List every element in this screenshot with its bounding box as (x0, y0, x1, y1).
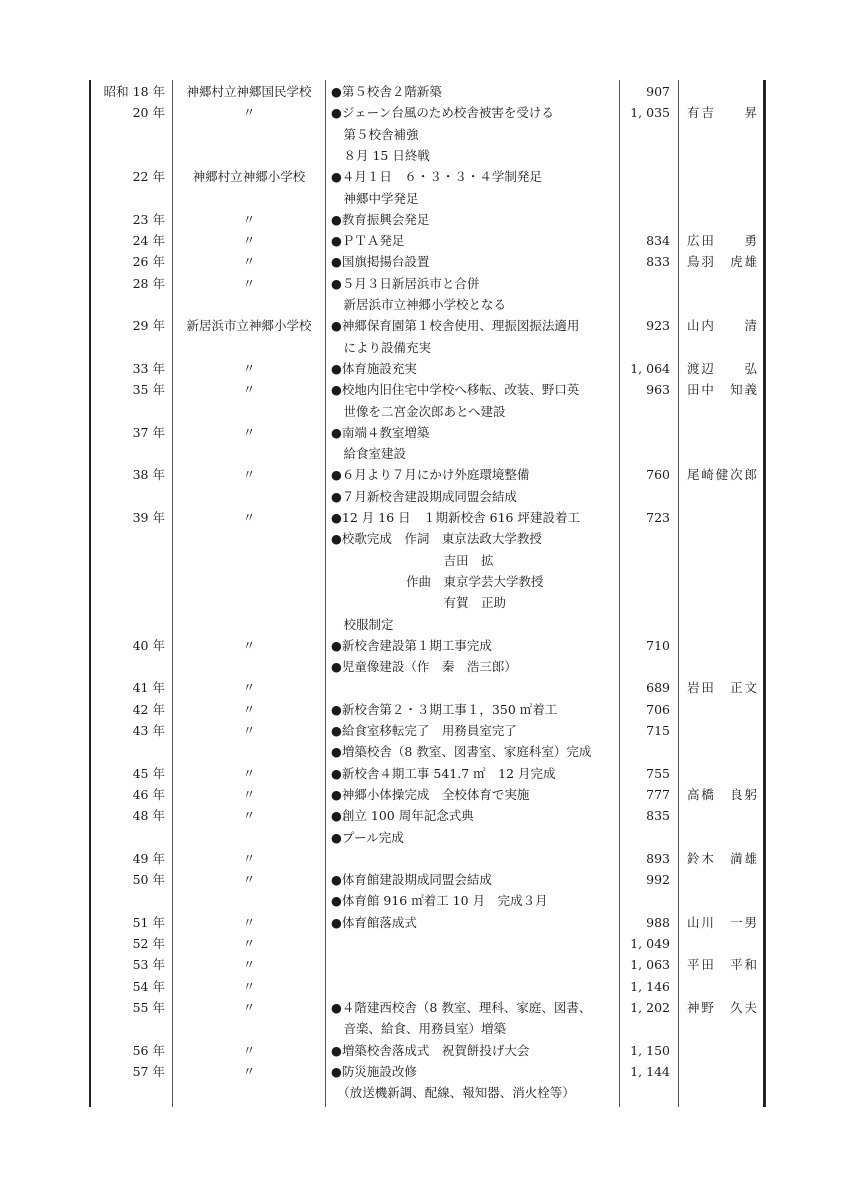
table-row (89, 230, 766, 251)
year-cell: 50 年 (132, 872, 165, 888)
table-row (89, 102, 766, 123)
school-cell: 神郷村立神郷小学校 (192, 169, 306, 185)
table-row (89, 528, 766, 549)
table-row (89, 592, 766, 613)
event-cell: ●体育館 916 ㎡着工 10 月 完成３月 (331, 893, 548, 909)
enrollment-cell: 715 (646, 723, 670, 738)
event-cell: ●４月１日 ６・３・３・４学制発足 (331, 169, 542, 185)
event-cell: 吉田 拡 (331, 552, 494, 568)
event-cell: ●国旗掲揚台設置 (331, 254, 430, 270)
year-cell: 45 年 (132, 765, 165, 781)
table-row (89, 209, 766, 230)
event-cell: ●神郷保育園第１校舎使用、理振図振法適用 (331, 318, 580, 334)
event-cell: ●７月新校舎建設期成同盟会結成 (331, 488, 517, 504)
principal-cell: 鳥羽 虎雄 (687, 254, 757, 270)
enrollment-cell: 835 (646, 808, 670, 824)
table-row (89, 188, 766, 209)
event-cell: ●ジェーン台風のため校舎被害を受ける (331, 105, 554, 121)
event-cell: ●第５校舎２階新築 (331, 84, 442, 99)
enrollment-cell: 988 (646, 914, 670, 930)
table-row (89, 614, 766, 635)
event-cell: により設備充実 (331, 339, 432, 355)
year-cell: 48 年 (132, 808, 165, 824)
school-cell: 〃 (242, 914, 256, 930)
table-row (89, 1061, 766, 1082)
enrollment-cell: 1, 063 (630, 957, 670, 973)
event-cell: 有賀 正助 (331, 595, 507, 611)
table-row (89, 997, 766, 1018)
school-cell: 〃 (242, 701, 256, 717)
enrollment-cell: 1, 144 (630, 1063, 670, 1079)
year-cell: 43 年 (132, 723, 165, 738)
principal-cell: 鈴木 満雄 (687, 850, 757, 866)
principal-cell: 岩田 正文 (687, 680, 757, 696)
table-row (89, 827, 766, 848)
year-cell: 33 年 (132, 360, 165, 376)
event-cell: ●増築校舎（8 教室、図書室、家庭科室）完成 (331, 744, 592, 760)
school-cell: 〃 (242, 233, 256, 249)
event-cell: 新居浜市立神郷小学校となる (331, 297, 507, 312)
enrollment-cell: 1, 146 (630, 978, 670, 994)
event-cell: ●南端４教室増築 (331, 424, 430, 440)
table-row (89, 1082, 766, 1103)
school-cell: 〃 (242, 786, 256, 802)
enrollment-cell: 755 (646, 765, 670, 781)
year-cell: 57 年 (132, 1063, 165, 1079)
event-cell: ●創立 100 周年記念式典 (331, 808, 474, 824)
school-cell: 〃 (242, 510, 256, 525)
table-row (89, 699, 766, 720)
enrollment-cell: 710 (646, 637, 670, 653)
table-row (89, 890, 766, 911)
enrollment-cell: 992 (646, 872, 670, 888)
principal-cell: 山川 一男 (687, 914, 757, 930)
school-cell: 〃 (242, 105, 256, 121)
table-row (89, 954, 766, 975)
table-row (89, 741, 766, 762)
event-cell: ●新校舎建設第１期工事完成 (331, 637, 492, 653)
event-cell: ●教育振興会発足 (331, 211, 430, 227)
principal-cell: 平田 平和 (687, 957, 757, 973)
event-cell: ●プール完成 (331, 829, 404, 845)
event-cell: ●体育館落成式 (331, 914, 417, 930)
table-row (89, 81, 766, 102)
enrollment-cell: 760 (646, 467, 670, 483)
year-cell: 39 年 (132, 510, 165, 525)
year-cell: 51 年 (132, 914, 165, 930)
year-cell: 42 年 (132, 701, 165, 717)
table-row (89, 401, 766, 422)
school-cell: 〃 (242, 467, 256, 483)
table-row (89, 869, 766, 890)
table-row (89, 358, 766, 379)
event-cell: ●４階建西校舎（8 教室、理科、家庭、図書、 (331, 999, 592, 1015)
table-row (89, 124, 766, 145)
year-cell: 26 年 (132, 254, 165, 270)
table-row (89, 763, 766, 784)
table-row (89, 720, 766, 741)
event-cell: 第５校舎補強 (331, 126, 419, 142)
school-cell: 〃 (242, 1063, 256, 1079)
table-row (89, 443, 766, 464)
event-cell: 給食室建設 (331, 446, 407, 462)
school-history-table (89, 80, 766, 1107)
enrollment-cell: 907 (646, 84, 670, 99)
year-cell: 23 年 (132, 211, 165, 227)
event-cell: ●ＰＴＡ発足 (331, 233, 405, 249)
table-row (89, 1018, 766, 1039)
school-cell: 〃 (242, 680, 256, 696)
table-row (89, 805, 766, 826)
event-cell: ●防災施設改修 (331, 1063, 417, 1079)
table-row (89, 315, 766, 336)
event-cell: ●給食室移転完了 用務員室完了 (331, 723, 517, 738)
school-cell: 〃 (242, 999, 256, 1015)
enrollment-cell: 923 (646, 318, 670, 334)
event-cell: （放送機新調、配線、報知器、消火栓等） (331, 1085, 575, 1101)
school-cell: 〃 (242, 723, 256, 738)
event-cell: ●神郷小体操完成 全校体育で実施 (331, 786, 530, 802)
year-cell: 49 年 (132, 850, 165, 866)
enrollment-cell: 833 (646, 254, 670, 270)
principal-cell: 高橋 良躬 (687, 786, 757, 802)
table-row (89, 379, 766, 400)
principal-cell: 田中 知義 (687, 382, 757, 398)
table-row (89, 464, 766, 485)
school-cell: 〃 (242, 382, 256, 398)
principal-cell: 渡辺 弘 (687, 360, 757, 376)
table-row (89, 145, 766, 166)
table-row (89, 251, 766, 272)
event-cell: ８月 15 日終戦 (331, 147, 430, 163)
enrollment-cell: 706 (646, 701, 670, 717)
school-cell: 〃 (242, 936, 256, 951)
table-row (89, 784, 766, 805)
table-row (89, 912, 766, 933)
table-row (89, 848, 766, 869)
table-row (89, 656, 766, 677)
event-cell: ●増築校舎落成式 祝賀餅投げ大会 (331, 1042, 530, 1058)
school-cell: 新居浜市立神郷小学校 (186, 318, 312, 334)
school-cell: 〃 (242, 957, 256, 973)
principal-cell: 山内 清 (687, 318, 757, 334)
table-row (89, 273, 766, 294)
year-cell: 46 年 (132, 786, 165, 802)
enrollment-cell: 893 (646, 850, 670, 866)
table-row (89, 1040, 766, 1061)
principal-cell: 有吉 昇 (687, 105, 757, 121)
school-cell: 〃 (242, 360, 256, 376)
school-cell: 〃 (242, 1042, 256, 1058)
school-cell: 〃 (242, 211, 256, 227)
event-cell: 神郷中学発足 (331, 190, 419, 206)
table-row (89, 635, 766, 656)
table-row (89, 507, 766, 528)
enrollment-cell: 777 (646, 786, 670, 802)
enrollment-cell: 689 (646, 680, 670, 696)
school-cell: 神郷村立神郷国民学校 (186, 84, 312, 99)
table-row (89, 976, 766, 997)
event-cell: 作曲 東京学芸大学教授 (331, 573, 544, 589)
event-cell: ●児童像建設（作 秦 浩三郎） (331, 659, 517, 675)
event-cell: ●校歌完成 作詞 東京法政大学教授 (331, 531, 542, 547)
year-cell: 20 年 (132, 105, 165, 121)
enrollment-cell: 1, 035 (630, 105, 670, 121)
year-cell: 29 年 (132, 318, 165, 334)
school-cell: 〃 (242, 808, 256, 824)
principal-cell: 尾崎健次郎 (687, 467, 757, 483)
school-cell: 〃 (242, 850, 256, 866)
table-row (89, 933, 766, 954)
enrollment-cell: 1, 064 (630, 360, 670, 376)
school-cell: 〃 (242, 765, 256, 781)
event-cell: ●校地内旧住宅中学校へ移転、改装、野口英 (331, 382, 580, 398)
table-row (89, 677, 766, 698)
year-cell: 52 年 (132, 936, 165, 951)
school-cell: 〃 (242, 637, 256, 653)
year-cell: 38 年 (132, 467, 165, 483)
year-cell: 24 年 (132, 233, 165, 249)
principal-cell: 神野 久夫 (687, 999, 757, 1015)
school-cell: 〃 (242, 872, 256, 888)
year-cell: 22 年 (132, 169, 165, 185)
enrollment-cell: 963 (646, 382, 670, 398)
table-row (89, 422, 766, 443)
event-cell: ●12 月 16 日 １期新校舎 616 坪建設着工 (331, 510, 580, 525)
enrollment-cell: 723 (646, 510, 670, 525)
event-cell: ●新校舎第２・３期工事１，350 ㎡着工 (331, 701, 558, 717)
year-cell: 35 年 (132, 382, 165, 398)
school-cell: 〃 (242, 275, 256, 291)
event-cell: ●６月より７月にかけ外庭環境整備 (331, 467, 530, 483)
event-cell: 校服制定 (331, 616, 394, 632)
event-cell: 音楽、給食、用務員室）増築 (331, 1021, 507, 1037)
table-row (89, 166, 766, 187)
school-cell: 〃 (242, 424, 256, 440)
year-cell: 56 年 (132, 1042, 165, 1058)
table-row (89, 337, 766, 358)
event-cell: ●体育施設充実 (331, 360, 417, 376)
year-cell: 53 年 (132, 957, 165, 973)
school-cell: 〃 (242, 978, 256, 994)
year-cell: 28 年 (132, 275, 165, 291)
enrollment-cell: 834 (646, 233, 670, 249)
year-cell: 昭和 18 年 (103, 84, 165, 99)
enrollment-cell: 1, 150 (630, 1042, 670, 1058)
table-row (89, 294, 766, 315)
enrollment-cell: 1, 202 (630, 999, 670, 1015)
event-cell: 世像を二宮金次郎あとへ建設 (331, 403, 506, 419)
year-cell: 55 年 (132, 999, 165, 1015)
table-row (89, 486, 766, 507)
enrollment-cell: 1, 049 (630, 936, 670, 951)
year-cell: 54 年 (132, 978, 165, 994)
event-cell: ●新校舎４期工事 541.7 ㎡ 12 月完成 (331, 765, 556, 781)
year-cell: 40 年 (132, 637, 165, 653)
principal-cell: 広田 勇 (687, 233, 757, 249)
event-cell: ●体育館建設期成同盟会結成 (331, 872, 492, 888)
year-cell: 41 年 (132, 680, 165, 696)
year-cell: 37 年 (132, 424, 165, 440)
event-cell: ●５月３日新居浜市と合併 (331, 275, 480, 291)
table-row (89, 571, 766, 592)
school-cell: 〃 (242, 254, 256, 270)
table-row (89, 550, 766, 571)
